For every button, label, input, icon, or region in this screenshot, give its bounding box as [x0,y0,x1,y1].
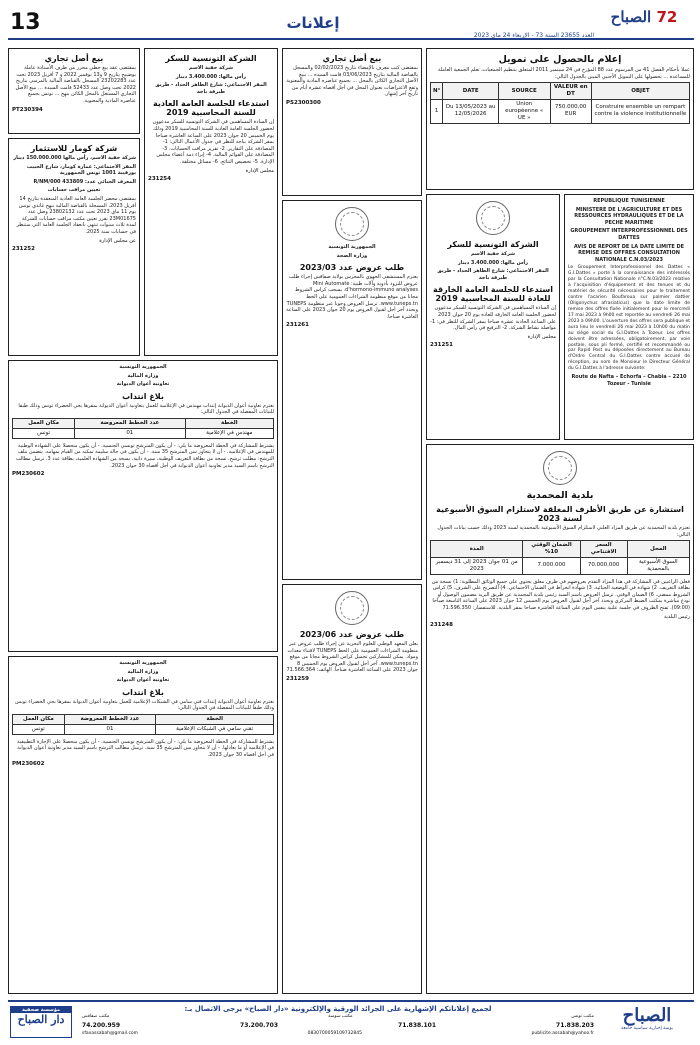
ad-header: تعاونية أعوان الديوانة [116,381,170,388]
office-sfax: مكتب صفاقس [82,1014,110,1019]
ad-header: MINISTERE DE L'AGRICULTURE ET DES RESSOURCES HYDRAULIQUES ET DE LA PECHE MARITIME [574,206,684,226]
table-row [13,724,274,734]
ad-body: Le Groupement Interprofessionnel des Dattes « G.I.Dattes » porte à la connaissance des intéressés par la Consultation Nationale n°C.N.03/2023 relative à l'acquisition d'équipement et des tenues et du matériel de sécurité nécessaires pour le traitement contre l'acarien Boufaroua sur palmier dattier (Oligonychus afrasiaticus) que la date limite de remise des offres fixée initialement pour le mercredi 17 mai 2023 à 9h00 est reportée au vendredi 26 mai 2023 à 09h00. L'ouverture des offres sera publique et aura lieu le vendredi 26 mai 2023 à 10h00 du matin au siège social du G.I.Dattes à Tozeur. Les offres doivent être adressées, obligatoirement, par voie postale, sous pli fermé, certifié et recommandé ou par Rapid Post ou déposées directement au Bureau d'Ordre Central du G.I.Dattes contre accusé de réception, au nom de Monsieur le Directeur Général du G.I.Dattes à l'adresse suivante: [568,265,690,372]
contact-row [78,1030,598,1038]
recruit-table [12,418,274,439]
contact-block [78,1005,598,1039]
ad-subtitle: استشارة عن طريق الأظرف المغلقة لاستلزام السوق الأسبوعية لسنة 2023 [436,505,684,523]
recruit-table [12,714,274,735]
rib: 0830700059109732845 [307,1030,362,1036]
ad-line: تعيين مراقب حسابات [47,187,101,194]
ad-header: الجمهورية التونسية [328,244,376,250]
ad-body: إن السادة المساهمين في الشركة التونسية للسكر مدعوون لحضور الجلسة العامة الخارقة للعادة يوم 20 جوان 2023 على الساعة الحادية عشرة صباحا بمقر الشركة للنظر في: 1- مواصلة نشاط الشركة. 2- الترفيع في رأس المال. [430,305,556,332]
ad-line: المقر الاجتماعي: عمارة كومار، شارع الحبيب بورقيبة 1001 تونس الجمهورية [26,163,136,177]
ad-header: الجمهورية التونسية [119,364,167,370]
ad-sugar-ordinary [144,48,278,356]
office-sousse: مكتب سوسة [328,1014,353,1019]
table-cell: 01 [64,724,156,734]
ad-line: المقر الاجتماعي: شارع الطاهر الحداد - طريق طبرقة باجة [155,82,267,95]
contact-heading: لجميع إعلاناتكم الإشهارية على الجرائد الورقية والإلكترونية «دار الصباح» يرجى الاتصال بـ: [184,1005,492,1013]
ad-ref: PM230602 [12,760,45,767]
table-header: مكان العمل [13,418,75,428]
table-header: مكان العمل [13,714,65,724]
ad-signature: مجلس الإدارة [527,333,556,340]
ad-customs-recruit-1 [8,360,278,652]
table-cell: من 01 جوان 2023 إلى 31 ديسمبر 2023 [431,557,523,574]
ad-header: وزارة المالية [127,372,159,379]
ad-municipality [426,444,694,994]
ad-ref: 231252 [12,245,35,252]
ad-marine-tender [282,584,422,994]
table-header: N° [431,83,443,100]
ad-title: طلب عروض عدد 2023/03 [299,263,405,273]
table-header-row [13,714,274,724]
ad-header: GROUPEMENT INTERPROFESSIONNEL DES DATTES [570,228,688,241]
table-header: SOURCE [498,83,550,100]
ad-funding-notice [426,48,694,190]
ad-title: شركة كومار للاستثمار [30,144,118,153]
ad-line: رأس مالها: 3.400.000 دينار [175,73,247,80]
emblem-icon [335,591,369,625]
table-row [431,557,690,574]
ad-comar [8,138,140,356]
ad-ref: 231261 [286,322,309,329]
ad-line: شركة خفية الاسم [471,251,515,257]
table-header: السعر الافتتاحي [580,541,627,558]
ad-intro: تعتزم بلدية المحمدية عن طريق المزاد العلني لاستلزام السوق الأسبوعية بالمحمدية لسنة 2023 وذلك حسب بيانات الجدول التالي: [437,525,690,538]
table-cell: السوق الأسبوعية بالمحمدية [627,557,689,574]
ad-body: إن السادة المساهمين في الشركة التونسية للسكر مدعوون لحضور الجلسة العامة العادية للسنة المحاسبية 2019 وذلك يوم الخميس 20 جوان 2023 على الساعة العاشرة صباحا بمقر الشركة بباجة للنظر في جدول الأعمال التالي: 1- المصادقة على التقارير. 2- تقرير مراقب الحسابات. 3- المصادقة على القوائم المالية. 4- إبراء ذمة أعضاء مجلس الإدارة. 5- تخصيص النتائج. 6- مسائل مختلفة. [152,119,274,165]
fax-tunis: 71.838.101 [398,1021,436,1029]
table-cell: Du 13/05/2023 au 12/05/2026 [443,99,499,123]
email[interactable]: publicite.assabah@yahoo.fr [531,1030,594,1036]
ad-sugar-extraordinary [426,194,560,440]
table-cell: مهندس في الإعلامية [185,428,273,438]
ad-body: يشترط للمشاركة في الخطة المعروضة ما يلي: - أن يكون المترشح تونسي الجنسية. - أن يكون متحصلا على الإجازة التطبيقية في الإعلامية أو ما يعادلها. - أن لا يتجاوز سن المترشح 35 سنة. ترسل مطالب الترشح باسم السيد مدير تعاونية أعوان الديوانة في أجل أقصاه 30 جوان 2023. [17,738,274,758]
logo-text: دار الصباح [17,1013,65,1026]
table-header: VALEUR en DT [550,83,591,100]
ad-ref: PS2300300 [286,99,321,106]
emblem-icon [543,451,577,485]
ad-body: فعلى الراغبين في المشاركة في هذا المزاد التقدم بعروضهم في ظرف مغلق يحتوي على جميع الوثائق المطلوبة: 1) نسخة من بطاقة التعريف. 2) شهادة في الوضعية الجبائية. 3) شهادة انخراط في الضمان الاجتماعي. 4) التصريح على الشرف. 5) كراس الشروط ممضى. 6) الضمان الوقتي. ترسل العروض باسم السيد رئيس بلدية المحمدية عن طريق البريد مضمون الوصول أو تودع مباشرة بمكتب الضبط المركزي ويحدد آخر أجل لقبول العروض يوم الخميس 12 جوان 2023 على الساعة التاسعة صباحا (09:00). تفتح الظروف في جلسة علنية بنفس اليوم على الساعة العاشرة صباحا بمقر البلدية. للاستفسار: 71.596.350 [431,578,690,612]
ad-body: بمقتضى محضر الجلسة العامة العادية المنعقدة بتاريخ 14 أفريل 2023، المسجلة بالقباضة المالية بنهج غاندي تونس يوم 11 ماي 2023 تحت عدد 23802132 وصل عدد 23M01675 تقرر تعيين مكتب مراقب حسابات للشركة لمدة ثلاث سنوات تنتهي بانعقاد الجلسة العامة التي ستنظر في حسابات سنة 2025. [16,195,136,235]
ad-signature: مجلس الإدارة [245,167,274,174]
table-cell: 750.000,00 EUR [550,99,591,123]
page-header [8,8,694,40]
market-table [430,540,690,575]
ad-body: عملا بأحكام الفصل 41 من المرسوم عدد 88 المؤرخ في 24 سبتمبر 2011 المتعلق بتنظيم الجمعيات، تعلم الجمعية العاملة للمساعدة ... بحصولها على التمويل الأجنبي المبين بالجدول التالي: [438,67,690,80]
table-cell: تونس [13,724,65,734]
ad-body: يعتزم المستشفى الجهوي بالمحرس بولاية صفاقس إجراء طلب عروض للتزود بأدوية وآلات طبية: Mini Automate d'hormono-immuno analyses. يسحب كراس الشروط مجانا من موقع منظومة الشراءات العمومية على الخط www.tuneps.tn. ترسل العروض وجوبا عبر منظومة TUNEPS ويحدد آخر أجل لقبول العروض يوم 20 جوان 2023 على الساعة العاشرة صباحا. [286,274,418,320]
ad-ref: PM230602 [12,471,45,478]
ad-body: يعلن المعهد الوطني للعلوم البحرية عن إجراء طلب عروض عبر منظومة الشراءات العمومية على الخط TUNEPS لاقتناء معدات ومواد. يمكن للمشاركين تحميل كراس الشروط مجانا من موقع www.tuneps.tn. آخر أجل لقبول العروض يوم الخميس 8 جوان 2023 على الساعة العاشرة صباحا. الهاتف: 71.566.364 [286,641,418,674]
tel-tunis: 71.838.203 [556,1021,594,1029]
section-title: إعلانات [286,14,340,32]
ad-header: وزارة الصحة [336,252,368,259]
table-header-row [431,83,690,100]
ad-ref: 231248 [430,621,453,628]
table-row [431,99,690,123]
table-header: DATE [443,83,499,100]
ad-hospital-tender [282,200,422,580]
ad-title: طلب عروض عدد 2023/06 [299,630,405,639]
table-cell: 7.000.000 [523,557,580,574]
ad-address: Route de Nafta – Echorfa – Chabia – 2210 Tozeur - Tunisie [571,374,687,387]
ad-line: شركة خفية الاسم، رأس مالها 150.000.000 دينار [13,155,136,161]
ad-header: وزارة المالية [127,668,159,675]
ad-title: بيع أصل تجاري [322,54,382,63]
ad-title: بلدية المحمدية [526,490,594,501]
ad-signature: عن مجلس الإدارة [99,237,136,244]
emblem-icon [476,201,510,235]
ad-ref: 231259 [286,675,309,682]
ad-body: بمقتضى عقد بيع خطي محرر من طرف الأستاذة عاملة بوضيبح بتاريخ 9 و13 نوفمبر 2022 و 7 أفريل 2023 تحت عدد 23202283 المسجل بالقباضة المالية بالمرسى بتاريخ 2022 تحت وصل عدد 52433 قامت السيدة ... ببيع الأصل التجاري المستغل بالمحل الكائن بنهج ... تونس بجميع عناصره المادية والمعنوية. [15,65,136,104]
ad-dattes-notice [564,194,694,440]
table-header: الضمان الوقتي 10% [523,541,580,558]
ad-ref: 231254 [148,175,171,182]
ad-sale-business-1 [8,48,140,134]
funding-table [430,82,690,123]
emblem-icon [335,207,369,241]
ad-line: المقر الاجتماعي: شارع الطاهر الحداد - طريق طبرقة باجة [437,268,549,281]
logo-ribbon: مؤسسة صحفية [11,1007,71,1013]
ad-subtitle: استدعاء للجلسة العامة الخارقة للعادة للسنة المحاسبية 2019 [433,285,553,304]
ad-title: الشركة التونسية للسكر [447,240,539,249]
table-cell: 1 [431,99,443,123]
ad-line: رأس مالها: 3.400.000 دينار [457,259,529,266]
table-header: المحل [627,541,689,558]
ad-title: AVIS DE REPORT DE LA DATE LIMITE DE REMISE DES OFFRES CONSULTATION NATIONALE C.N.03/2023 [573,243,685,263]
ad-title: إعلام بالحصول على تمويل [498,54,622,65]
ad-intro: تعتزم تعاونية أعوان الديوانة إنتداب فني سامي في الشبكات الإعلامية للعمل بتعاونية أعوان الديوانة بمقرها بحي الخضراء تونس وذلك طبقا للبيانات المفصلة في الجدول التالي: [15,698,274,712]
contact-row [78,1021,598,1030]
masthead-number: 72 [656,8,678,26]
ad-header: تعاونية أعوان الديوانة [116,677,170,684]
table-cell: تقني سامي في الشبكات الإعلامية [156,724,274,734]
masthead-logo [598,8,690,30]
table-header-row [431,541,690,558]
ad-body: بمقتضى كتب معرف بالإمضاء بتاريخ 02/02/2023 والمسجل بالقباضة المالية بتاريخ 03/06/2023 قامت السيدة ... ببيع الأصل التجاري الكائن بالمحل ... بجميع عناصره المادية والمعنوية وتقع الاعتراضات بعنوان المحل في أجل أقصاه عشرة أيام من تاريخ آخر إشهار. [286,65,418,98]
dar-assabah-logo [10,1006,72,1038]
ad-customs-recruit-2 [8,656,278,994]
table-cell: تونس [13,428,75,438]
table-header: OBJET [591,83,689,100]
table-cell: 70.000.000 [580,557,627,574]
ad-signature: رئيس البلدية [663,613,690,620]
issue-line: العدد 23655 السنة 73 - الإربعاء 24 ماي 2023 [473,32,594,39]
table-header: الخطة [156,714,274,724]
ad-ref: 231251 [430,341,453,348]
contact-row [78,1013,598,1021]
ad-body: يشترط للمشاركة في الخطة المعروضة ما يلي: - أن يكون المترشح تونسي الجنسية. - أن يكون متحصلا على الشهادة الوطنية للمهندس في الإعلامية. - أن لا يتجاوز سن المترشح 35 سنة. - أن يكون في حالة سليمة تمكنه من القيام بمهامه. يتضمن ملف الترشح: مطلب ترشح، نسخة من بطاقة التعريف الوطنية، سيرة ذاتية، نسخة من الشهادة العلمية، بطاقة عدد 3. ترسل مطالب الترشح باسم السيد مدير تعاونية أعوان الديوانة في أجل أقصاه 30 جوان 2023. [15,442,274,469]
ad-subtitle: استدعاء للجلسة العامة العادية للسنة المحاسبية 2019 [153,99,269,118]
ad-ref: PT230394 [12,106,43,113]
table-cell: 01 [75,428,185,438]
ad-title: بلاغ انتداب [122,391,164,401]
ad-intro: تعتزم تعاونية أعوان الديوانة إنتداب مهندس في الإعلامية للعمل بتعاونية أعوان الديوانة بمقرها بحي الخضراء تونس وذلك طبقا للبيانات المفصلة في الجدول التالي: [18,402,274,416]
ad-title: الشركة التونسية للسكر [165,54,257,63]
table-header: عدد الخطط المعروضة [75,418,185,428]
table-header: عدد الخطط المعروضة [64,714,156,724]
masthead-name: الصباح [610,8,652,26]
page-footer [8,1000,694,1040]
ad-header: REPUBLIQUE TUNISIENNE [593,198,665,204]
ad-title: بيع أصل تجاري [44,54,104,63]
ad-line: شركة خفية الاسم [189,65,233,71]
ad-header: الجمهورية التونسية [119,660,167,666]
ad-title: بلاغ انتداب [122,687,164,697]
assabah-logo [602,1005,692,1039]
page-number: 13 [10,10,41,35]
ad-line: المعرف الجبائي عدد: 433809 R/NM/000 [33,178,136,185]
email-sfax[interactable]: sfaxassabah@gmail.com [82,1030,139,1036]
tel-sfax: 74.200.959 [82,1021,120,1029]
table-header-row [13,418,274,428]
table-header: الخطة [185,418,273,428]
ad-sale-business-2 [282,48,422,196]
table-cell: Union européenne « UE » [498,99,550,123]
logo-tagline: يومية إخبارية سياسية جامعة [621,1026,673,1031]
table-cell: Construire ensemble un rempart contre la violence institutionnelle [591,99,689,123]
table-header: المدة [431,541,523,558]
logo-text: الصباح [622,1005,672,1026]
office-tunis: مكتب تونس [571,1014,594,1019]
tel-sousse: 73.200.703 [240,1021,278,1029]
table-row [13,428,274,438]
